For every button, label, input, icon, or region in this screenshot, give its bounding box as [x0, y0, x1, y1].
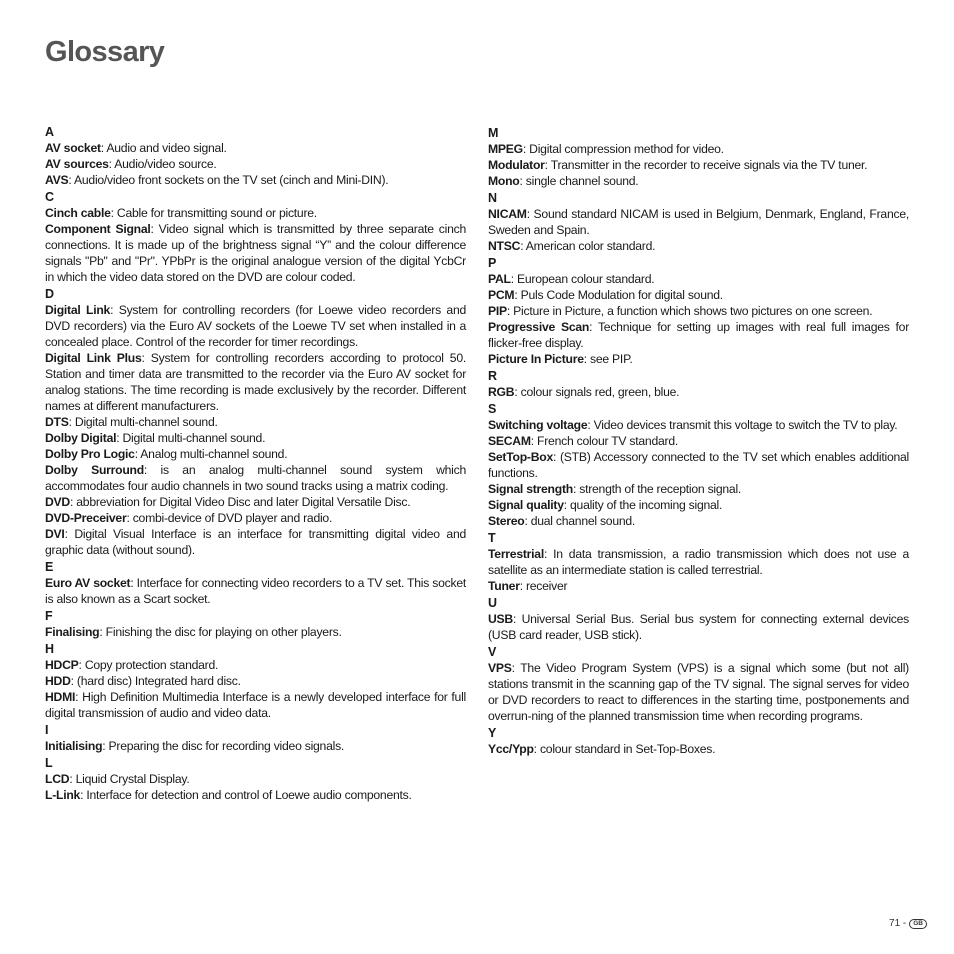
glossary-term: Dolby Digital [45, 431, 117, 445]
section-letter: R [488, 369, 497, 383]
glossary-definition: : Analog multi-channel sound. [134, 447, 288, 461]
glossary-term: VPS [488, 661, 512, 675]
glossary-term: HDCP [45, 658, 79, 672]
glossary-definition: : (STB) Accessory connected to the TV set which enables additional functions. [488, 450, 909, 480]
glossary-definition: : Interface for connecting video recorders to a TV set. This socket is also known as a Scart socket. [45, 576, 466, 606]
glossary-entry [488, 449, 909, 481]
glossary-term: NTSC [488, 239, 521, 253]
glossary-term: Finalising [45, 625, 100, 639]
glossary-entry [45, 771, 466, 787]
glossary-entry [488, 271, 909, 287]
glossary-term: Signal strength [488, 482, 573, 496]
glossary-definition: : In data transmission, a radio transmission which does not use a satellite as an intermediate station is called terrestrial. [488, 547, 909, 577]
glossary-definition: : Preparing the disc for recording video signals. [102, 739, 345, 753]
glossary-term: Switching voltage [488, 418, 588, 432]
glossary-definition: : High Definition Multimedia Interface is a newly developed interface for full digital transmission of audio and video data. [45, 690, 466, 720]
glossary-term: AV sources [45, 157, 109, 171]
glossary-term: USB [488, 612, 513, 626]
glossary-entry [488, 287, 909, 303]
glossary-definition: : Finishing the disc for playing on other players. [99, 625, 342, 639]
glossary-term: Dolby Pro Logic [45, 447, 135, 461]
glossary-definition: : Universal Serial Bus. Serial bus system for connecting external devices (USB card reader, USB stick). [488, 612, 909, 642]
glossary-definition: : Cable for transmitting sound or picture. [110, 206, 317, 220]
glossary-entry [45, 738, 466, 754]
section-letter: C [45, 190, 54, 204]
glossary-entry [488, 206, 909, 238]
section-letter: D [45, 287, 54, 301]
glossary-entry [488, 660, 909, 724]
glossary-term: Dolby Surround [45, 463, 144, 477]
section-letter: U [488, 596, 497, 610]
glossary-definition: : Video signal which is transmitted by three separate cinch connections. It is made up of the brightness signal “Y” and the colour difference signals "Pb" and "Pr". YPbPr is the original analogue version of the digital YcbCr in which the video data stored on the DVD are colour coded. [45, 222, 467, 284]
glossary-entry [488, 481, 909, 497]
glossary-term: Tuner [488, 579, 520, 593]
language-badge: GB [909, 919, 927, 929]
glossary-definition: : The Video Program System (VPS) is a signal which some (but not all) stations transmit in the scanning gap of the TV signal. The signal serves for video or DVD recorders to react to differences in the starting time, postponements and overrun-ning of the planned transmission time when recording programs. [488, 661, 909, 723]
section-letter: V [488, 645, 497, 659]
glossary-entry [488, 319, 909, 351]
glossary-definition: : is an analog multi-channel sound system which accommodates four audio channels in two sound tracks using a matrix coding. [45, 463, 466, 493]
glossary-definition: : Video devices transmit this voltage to switch the TV to play. [587, 418, 898, 432]
glossary-column-right [488, 124, 909, 757]
glossary-entry [488, 497, 909, 513]
glossary-definition: : System for controlling recorders according to protocol 50. Station and timer data are transmitted to the recorder via the Euro AV socket for analog stations. The time recording is made exclusively by the recorder. Different names at different manufacturers. [45, 351, 466, 413]
glossary-definition: : Digital Visual Interface is an interface for transmitting digital video and graphic data (without sound). [45, 527, 466, 557]
glossary-entry [45, 494, 466, 510]
glossary-definition: : Digital multi-channel sound. [68, 415, 218, 429]
glossary-column-left [45, 123, 466, 803]
glossary-definition: : Audio/video front sockets on the TV set (cinch and Mini-DIN). [68, 173, 389, 187]
glossary-term: RGB [488, 385, 515, 399]
glossary-term: PIP [488, 304, 507, 318]
glossary-term: Picture In Picture [488, 352, 584, 366]
glossary-term: SECAM [488, 434, 531, 448]
glossary-definition: : dual channel sound. [524, 514, 636, 528]
glossary-term: Cinch cable [45, 206, 111, 220]
glossary-definition: : System for controlling recorders (for Loewe video recorders and DVD recorders) via the Euro AV sockets of the Loewe TV set when installed in a concealed place. Control of the recorder for timer recordings. [45, 303, 467, 349]
glossary-entry [488, 417, 909, 433]
glossary-term: SetTop-Box [488, 450, 553, 464]
glossary-term: Stereo [488, 514, 525, 528]
glossary-term: Digital Link Plus [45, 351, 142, 365]
glossary-entry [488, 546, 909, 578]
page-footer [889, 918, 927, 929]
glossary-definition: : single channel sound. [519, 174, 639, 188]
glossary-entry [488, 351, 909, 367]
section-letter: Y [488, 726, 497, 740]
glossary-definition: : Sound standard NICAM is used in Belgium, Denmark, England, France, Sweden and Spain. [488, 207, 909, 237]
glossary-term: MPEG [488, 142, 523, 156]
glossary-definition: : combi-device of DVD player and radio. [126, 511, 333, 525]
glossary-term: PCM [488, 288, 515, 302]
glossary-entry [45, 172, 466, 188]
glossary-definition: : Interface for detection and control of Loewe audio components. [80, 788, 412, 802]
glossary-definition: : Digital multi-channel sound. [116, 431, 266, 445]
glossary-definition: : (hard disc) Integrated hard disc. [70, 674, 241, 688]
glossary-term: AV socket [45, 141, 101, 155]
glossary-definition: : European colour standard. [510, 272, 655, 286]
glossary-entry [45, 624, 466, 640]
section-letter: F [45, 609, 53, 623]
section-letter: H [45, 642, 54, 656]
glossary-term: Initialising [45, 739, 103, 753]
glossary-term: HDMI [45, 690, 76, 704]
glossary-definition: : colour signals red, green, blue. [514, 385, 680, 399]
glossary-definition: : Liquid Crystal Display. [69, 772, 190, 786]
glossary-definition: : Technique for setting up images with real full images for flicker-free display. [488, 320, 910, 350]
glossary-term: Mono [488, 174, 520, 188]
glossary-entry [45, 787, 466, 803]
glossary-entry [488, 741, 909, 757]
glossary-entry [488, 611, 909, 643]
section-letter: S [488, 402, 497, 416]
section-letter: E [45, 560, 54, 574]
glossary-term: Ycc/Ypp [488, 742, 534, 756]
glossary-entry [488, 384, 909, 400]
glossary-term: HDD [45, 674, 71, 688]
section-letter: N [488, 191, 497, 205]
section-letter: I [45, 723, 49, 737]
glossary-definition: : abbreviation for Digital Video Disc and later Digital Versatile Disc. [69, 495, 411, 509]
glossary-definition: : American color standard. [520, 239, 656, 253]
glossary-entry [45, 302, 466, 350]
glossary-entry [45, 575, 466, 607]
glossary-term: LCD [45, 772, 70, 786]
glossary-entry [488, 238, 909, 254]
glossary-entry [45, 510, 466, 526]
glossary-term: NICAM [488, 207, 527, 221]
glossary-term: Signal quality [488, 498, 564, 512]
glossary-term: Component Signal [45, 222, 151, 236]
glossary-definition: : strength of the reception signal. [572, 482, 742, 496]
glossary-entry [488, 141, 909, 157]
glossary-entry [45, 205, 466, 221]
glossary-entry [45, 446, 466, 462]
glossary-definition: : Puls Code Modulation for digital sound. [514, 288, 723, 302]
glossary-term: PAL [488, 272, 511, 286]
glossary-definition: : colour standard in Set-Top-Boxes. [533, 742, 716, 756]
glossary-entry [45, 350, 466, 414]
glossary-entry [45, 414, 466, 430]
glossary-term: Progressive Scan [488, 320, 590, 334]
glossary-definition: : French colour TV standard. [530, 434, 678, 448]
glossary-definition: : see PIP. [583, 352, 633, 366]
glossary-definition: : Digital compression method for video. [522, 142, 724, 156]
glossary-entry [45, 673, 466, 689]
glossary-entry [45, 156, 466, 172]
glossary-definition: : Copy protection standard. [78, 658, 219, 672]
glossary-term: L-Link [45, 788, 81, 802]
glossary-entry [488, 578, 909, 594]
page-title: Glossary [45, 36, 165, 68]
section-letter: A [45, 125, 54, 139]
section-letter: T [488, 531, 496, 545]
glossary-entry [45, 430, 466, 446]
glossary-entry [45, 462, 466, 494]
glossary-definition: : Audio/video source. [108, 157, 217, 171]
glossary-entry [45, 221, 466, 285]
glossary-term: DTS [45, 415, 69, 429]
section-letter: P [488, 256, 497, 270]
glossary-entry [488, 173, 909, 189]
glossary-term: DVI [45, 527, 65, 541]
glossary-term: Terrestrial [488, 547, 544, 561]
glossary-entry [45, 526, 466, 558]
glossary-entry [488, 303, 909, 319]
glossary-term: DVD-Preceiver [45, 511, 127, 525]
glossary-entry [488, 433, 909, 449]
section-letter: M [488, 126, 499, 140]
glossary-definition: : Audio and video signal. [100, 141, 227, 155]
glossary-entry [45, 689, 466, 721]
glossary-definition: : quality of the incoming signal. [563, 498, 723, 512]
glossary-definition: : receiver [519, 579, 568, 593]
glossary-term: AVS [45, 173, 69, 187]
glossary-definition: : Picture in Picture, a function which shows two pictures on one screen. [506, 304, 873, 318]
glossary-entry [488, 513, 909, 529]
glossary-term: Modulator [488, 158, 545, 172]
glossary-entry [45, 140, 466, 156]
page-number: 71 - [889, 918, 907, 929]
glossary-term: DVD [45, 495, 70, 509]
glossary-term: Digital Link [45, 303, 111, 317]
glossary-entry [488, 157, 909, 173]
section-letter: L [45, 756, 53, 770]
glossary-definition: : Transmitter in the recorder to receive signals via the TV tuner. [544, 158, 868, 172]
glossary-term: Euro AV socket [45, 576, 131, 590]
glossary-entry [45, 657, 466, 673]
